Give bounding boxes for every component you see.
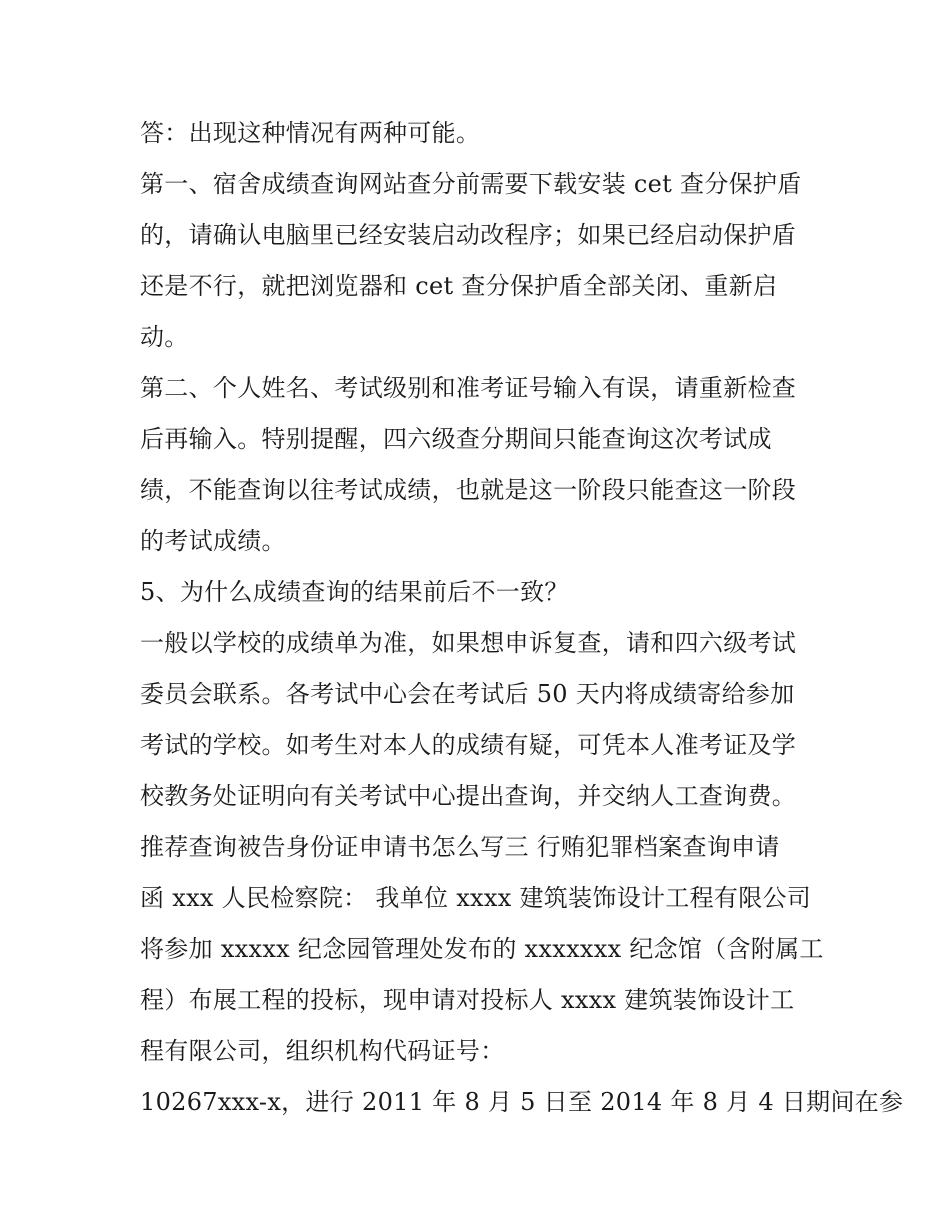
text-line: 程有限公司，组织机构代码证号： <box>140 1037 505 1065</box>
text-line: 将参加 xxxxx 纪念园管理处发布的 xxxxxxx 纪念馆（含附属工 <box>140 935 824 963</box>
text-line: 函 xxx 人民检察院： 我单位 xxxx 建筑装饰设计工程有限公司 <box>140 884 812 912</box>
text-line: 答：出现这种情况有两种可能。 <box>140 119 481 147</box>
text-line: 第一、宿舍成绩查询网站查分前需要下载安装 cet 查分保护盾 <box>140 170 802 198</box>
text-line: 校教务处证明向有关考试中心提出查询，并交纳人工查询费。 <box>140 782 797 810</box>
text-line: 一般以学校的成绩单为准，如果想申诉复查，请和四六级考试 <box>140 629 797 657</box>
text-line: 动。 <box>140 323 189 351</box>
text-line: 还是不行，就把浏览器和 cet 查分保护盾全部关闭、重新启 <box>140 272 778 300</box>
document-body <box>140 108 904 1128</box>
text-line: 绩，不能查询以往考试成绩，也就是这一阶段只能查这一阶段 <box>140 476 797 504</box>
text-line: 第二、个人姓名、考试级别和准考证号输入有误，请重新检查 <box>140 374 797 402</box>
text-line: 后再输入。特别提醒，四六级查分期间只能查询这次考试成 <box>140 425 772 453</box>
section-heading: 5、为什么成绩查询的结果前后不一致？ <box>140 578 569 606</box>
text-line: 的，请确认电脑里已经安装启动改程序；如果已经启动保护盾 <box>140 221 797 249</box>
text-line: 10267xxx-x，进行 2011 年 8 月 5 日至 2014 年 8 月 4 日期间在参 <box>140 1088 904 1116</box>
text-line: 程）布展工程的投标，现申请对投标人 xxxx 建筑装饰设计工 <box>140 986 795 1014</box>
text-line: 推荐查询被告身份证申请书怎么写三 行贿犯罪档案查询申请 <box>140 833 780 861</box>
text-line: 考试的学校。如考生对本人的成绩有疑，可凭本人准考证及学 <box>140 731 797 759</box>
text-line: 委员会联系。各考试中心会在考试后 50 天内将成绩寄给参加 <box>140 680 795 708</box>
text-line: 的考试成绩。 <box>140 527 286 555</box>
